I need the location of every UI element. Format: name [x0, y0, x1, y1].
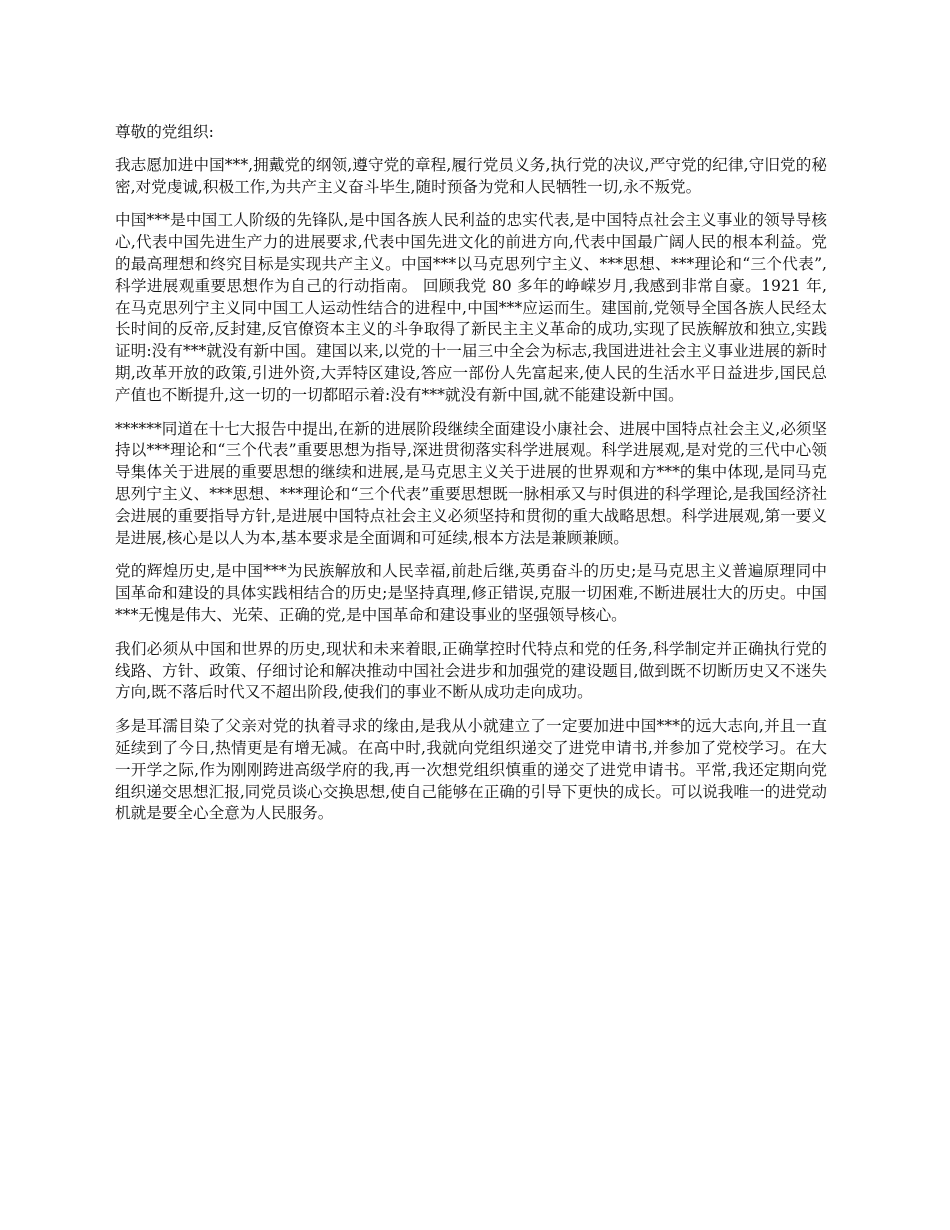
- paragraph-scientific-development: ******同道在十七大报告中提出,在新的进展阶段继续全面建设小康社会、进展中国特点社会主义,必须坚持以***理论和“三个代表”重要思想为指导,深进贯彻落实科学进展观。科学进展观,是对党的三代中心领导集体关于进展的重要思想的继续和进展,是马克思主义关于进展的世界观和方***的集中体现,是同马克思列宁主义、***思想、***理论和“三个代表”重要思想既一脉相承又与时俱进的科学理论,是我国经济社会进展的重要指导方针,是进展中国特点社会主义必须坚持和贯彻的重大战略思想。科学进展观,第一要义是进展,核心是以人为本,基本要求是全面调和可延续,根本方法是兼顾兼顾。: [115, 419, 827, 547]
- paragraph-personal-motivation: 多是耳濡目染了父亲对党的执着寻求的缘由,是我从小就建立了一定要加进中国***的远大志向,并且一直延续到了今日,热情更是有增无减。在高中时,我就向党组织递交了进党申请书,并参加了党校学习。在大一开学之际,作为刚刚跨进高级学府的我,再一次想党组织慎重的递交了进党申请书。平常,我还定期向党组织递交思想汇报,同党员谈心交换思想,使自己能够在正确的引导下更快的成长。可以说我唯一的进党动机就是要全心全意为人民服务。: [115, 717, 827, 823]
- paragraph-tasks: 我们必须从中国和世界的历史,现状和未来着眼,正确掌控时代特点和党的任务,科学制定并正确执行党的线路、方针、政策、仔细讨论和解决推动中国社会进步和加强党的建设题目,做到既不切断历史又不迷失方向,既不落后时代又不超出阶段,使我们的事业不断从成功走向成功。: [115, 639, 827, 702]
- document-body: [115, 122, 827, 837]
- paragraph-party-history: 党的辉煌历史,是中国***为民族解放和人民幸福,前赴后继,英勇奋斗的历史;是马克思主义普遍原理同中国革命和建设的具体实践相结合的历史;是坚持真理,修正错误,克服一切困难,不断进展壮大的历史。中国***无愧是伟大、光荣、正确的党,是中国革命和建设事业的坚强领导核心。: [115, 562, 827, 624]
- paragraph-party-nature: 中国***是中国工人阶级的先锋队,是中国各族人民利益的忠实代表,是中国特点社会主义事业的领导导核心,代表中国先进生产力的进展要求,代表中国先进文化的前进方向,代表中国最广阔人民的根本利益。党的最高理想和终究目标是实现共产主义。中国***以马克思列宁主义、***思想、***理论和“三个代表”, 科学进展观重要思想作为自己的行动指南。 回顾我党 80 多年的峥嵘岁月,我感到非常自豪。1921 年,在马克思列宁主义同中国工人运动性结合的进程中,中国***应运而生。建国前,党领导全国各族人民经太长时间的反帝,反封建,反官僚资本主义的斗争取得了新民主主义革命的成功,实现了民族解放和独立,实践证明:没有***就没有新中国。建国以来,以党的十一届三中全会为标志,我国进进社会主义事业进展的新时期,改革开放的政策,引进外资,大弄特区建设,答应一部份人先富起来,使人民的生活水平日益进步,国民总产值也不断提升,这一切的一切都昭示着:没有***就没有新中国,就不能建设新中国。: [115, 211, 827, 404]
- paragraph-pledge: 我志愿加进中国***,拥戴党的纲领,遵守党的章程,履行党员义务,执行党的决议,严守党的纪律,守旧党的秘密,对党虔诚,积极工作,为共产主义奋斗毕生,随时预备为党和人民牺牲一切,永不叛党。: [115, 155, 827, 196]
- salutation: 尊敬的党组织:: [115, 123, 214, 141]
